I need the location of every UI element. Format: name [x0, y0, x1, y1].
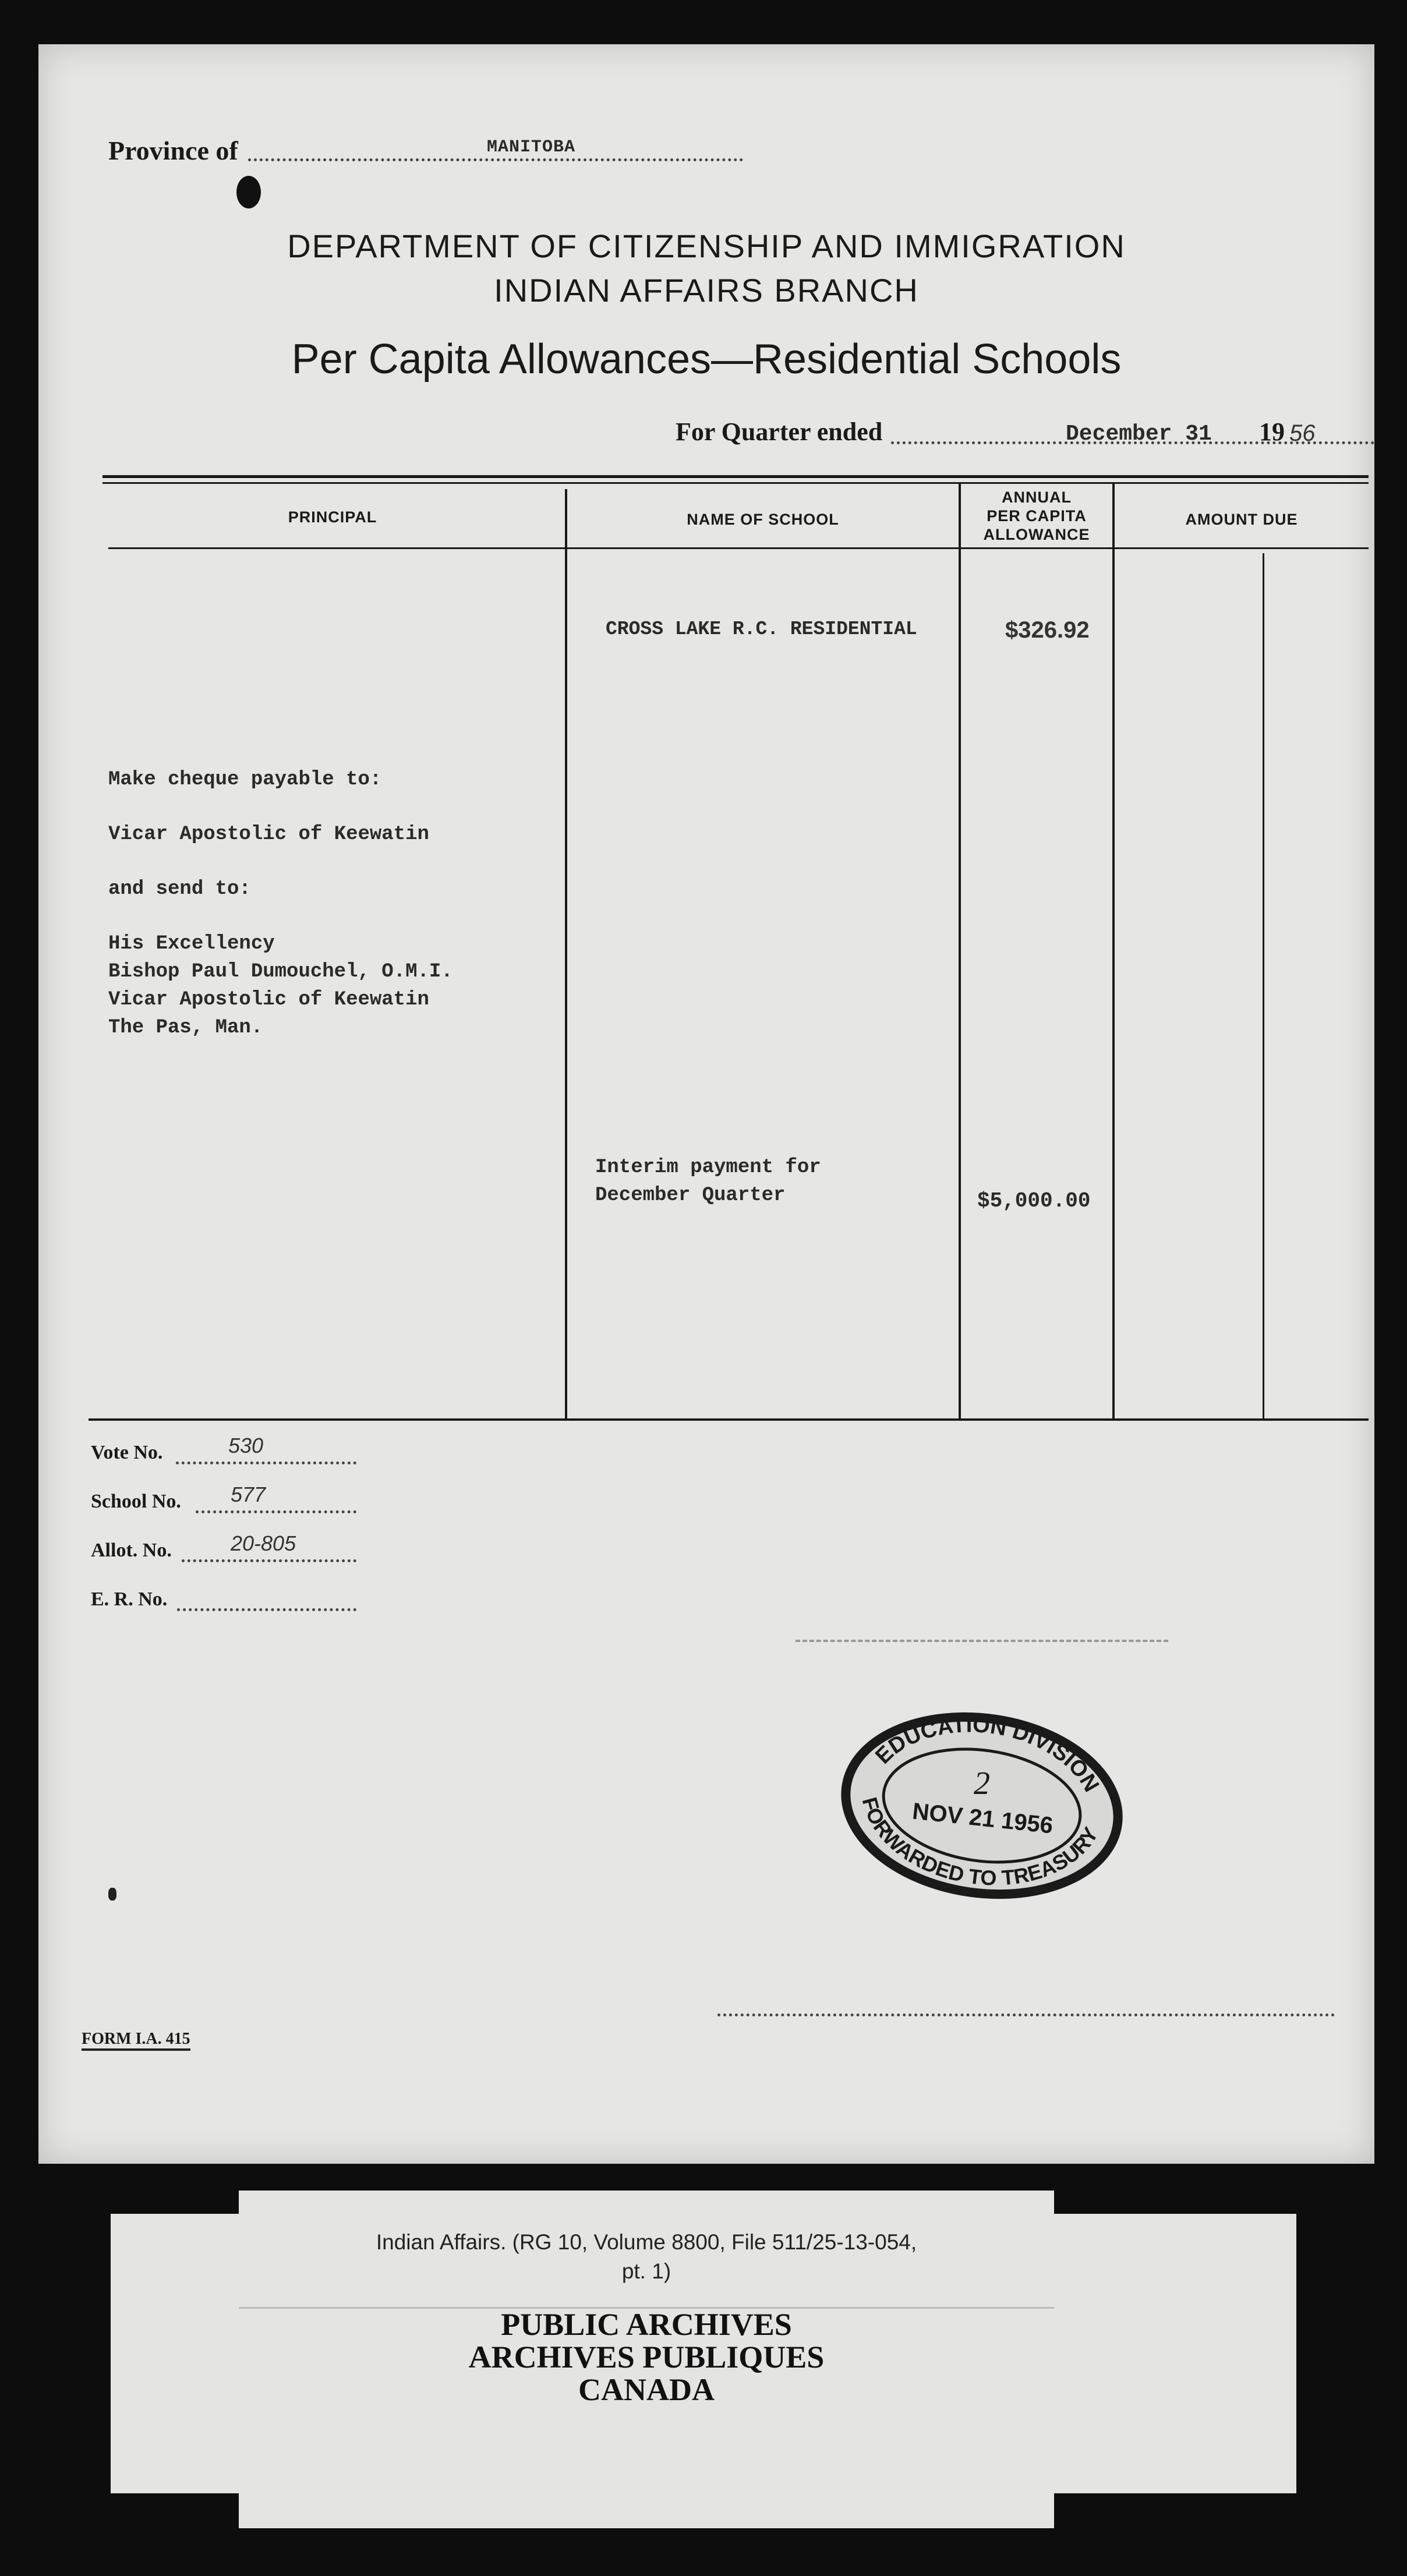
archive-reference-line-2: pt. 1) — [621, 2259, 671, 2283]
branch-heading: INDIAN AFFAIRS BRANCH — [494, 272, 919, 309]
school-name: CROSS LAKE R.C. RESIDENTIAL — [606, 618, 917, 640]
year-value: 56 — [1289, 420, 1316, 446]
table-bottom-rule — [89, 1418, 1369, 1421]
department-heading: DEPARTMENT OF CITIZENSHIP AND IMMIGRATION — [287, 228, 1126, 264]
principal-line-1: Make cheque payable to: — [108, 769, 382, 791]
stamp-bottom-text: FORWARDED TO TREASURY — [857, 1795, 1103, 1890]
signature-line — [717, 2014, 1335, 2016]
province-label: Province of — [108, 136, 238, 165]
vote-line — [176, 1462, 356, 1464]
principal-line-7: The Pas, Man. — [108, 1017, 263, 1039]
quarter-label: For Quarter ended — [676, 417, 883, 446]
allot-value: 20-805 — [231, 1531, 296, 1555]
column-header-amount-due: AMOUNT DUE — [1185, 511, 1298, 528]
archive-label-line-1: PUBLIC ARCHIVES — [501, 2307, 792, 2342]
principal-line-2: Vicar Apostolic of Keewatin — [108, 823, 429, 845]
column-divider-3 — [1112, 482, 1115, 1418]
principal-line-4: His Excellency — [108, 933, 275, 955]
archive-label-line-3: CANADA — [578, 2372, 715, 2407]
interim-line-2: December Quarter — [595, 1184, 786, 1206]
form-title: Per Capita Allowances—Residential Schools — [291, 336, 1122, 383]
archive-reference-line-1: Indian Affairs. (RG 10, Volume 8800, File 511/25-13-054, — [376, 2230, 917, 2254]
education-division-stamp — [836, 1710, 1127, 1902]
quarter-value: December 31 — [1066, 422, 1212, 447]
archive-reference — [239, 2228, 1054, 2286]
school-no-value: 577 — [231, 1482, 266, 1506]
interim-amount: $5,000.00 — [977, 1189, 1091, 1213]
stamp-initial: 2 — [974, 1765, 990, 1802]
ink-blot — [236, 176, 261, 208]
province-value: MANITOBA — [487, 137, 576, 157]
form-number: FORM I.A. 415 — [82, 2030, 190, 2051]
school-no-label: School No. — [91, 1491, 181, 1512]
province-line — [248, 158, 743, 161]
er-label: E. R. No. — [91, 1588, 168, 1610]
table-top-rule-2 — [102, 482, 1369, 484]
column-divider-2 — [959, 482, 961, 1418]
allot-line — [182, 1559, 356, 1562]
archive-label — [239, 2308, 1054, 2406]
column-header-school: NAME OF SCHOOL — [687, 511, 839, 528]
allot-label: Allot. No. — [91, 1540, 172, 1561]
school-no-line — [196, 1510, 356, 1513]
column-header-allowance: ANNUAL PER CAPITA ALLOWANCE — [983, 489, 1090, 543]
er-line — [177, 1608, 356, 1611]
stamp-top-text: EDUCATION DIVISION — [871, 1712, 1104, 1796]
vote-value: 530 — [228, 1434, 264, 1457]
document-page — [38, 44, 1374, 2164]
column-divider-4 — [1263, 553, 1264, 1418]
principal-line-6: Vicar Apostolic of Keewatin — [108, 989, 429, 1011]
table-top-rule-1 — [102, 475, 1369, 478]
allowance-value: $326.92 — [1005, 617, 1090, 643]
year-prefix: 19 — [1259, 417, 1285, 446]
vote-label: Vote No. — [91, 1442, 163, 1463]
principal-line-5: Bishop Paul Dumouchel, O.M.I. — [108, 961, 453, 983]
ink-speck — [108, 1888, 116, 1901]
stamp-date: NOV 21 1956 — [911, 1798, 1055, 1839]
table-header-rule — [108, 547, 1369, 549]
principal-line-3: and send to: — [108, 878, 251, 900]
faint-dashed-line — [796, 1640, 1168, 1642]
archive-label-line-2: ARCHIVES PUBLIQUES — [468, 2340, 825, 2375]
column-divider-1 — [565, 489, 567, 1418]
column-header-principal: PRINCIPAL — [288, 508, 377, 526]
interim-line-1: Interim payment for — [595, 1156, 821, 1179]
